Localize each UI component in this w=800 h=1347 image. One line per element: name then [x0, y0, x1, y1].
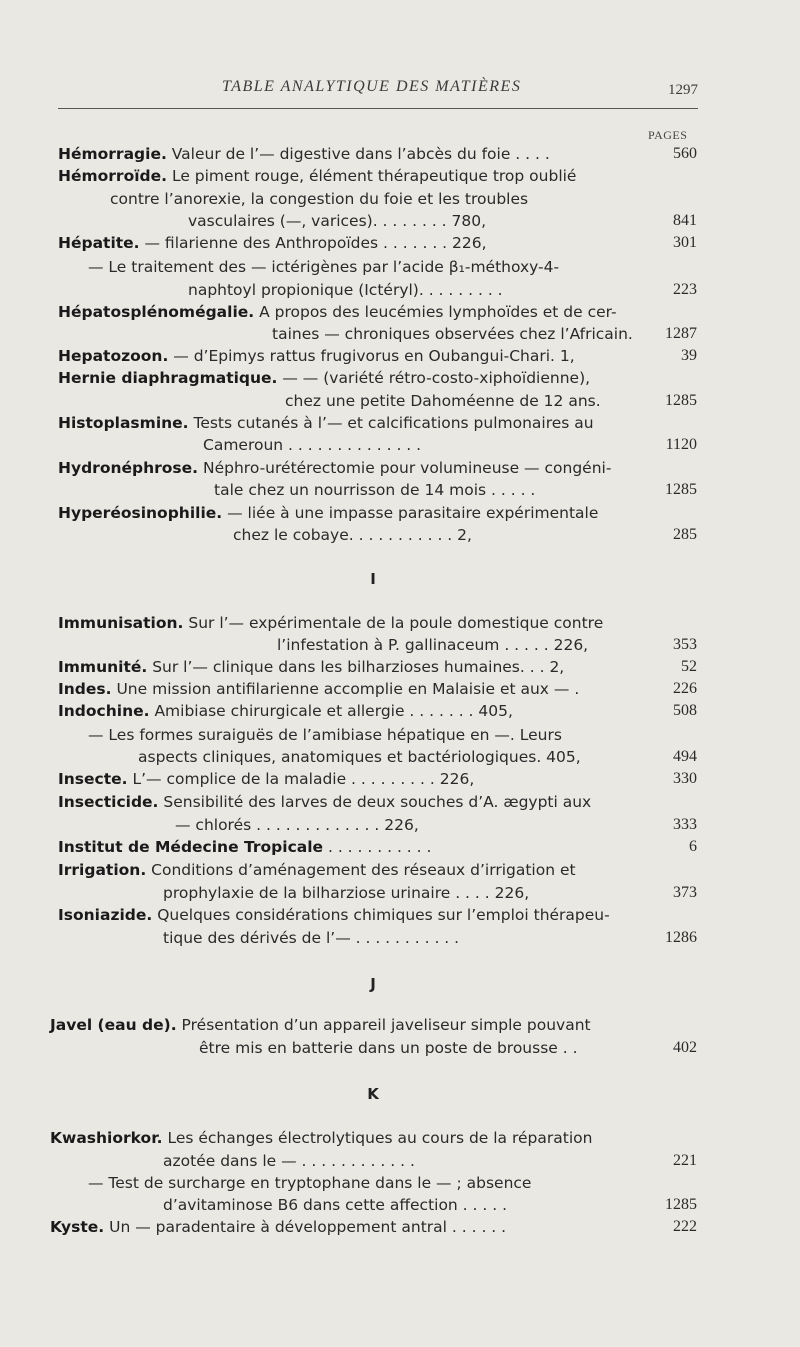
index-headword: Hepatozoon. [58, 347, 169, 365]
index-line [0, 700, 800, 722]
index-entry-text [138, 746, 581, 768]
index-page-number: 333 [673, 816, 697, 833]
index-headword: Histoplasmine. [58, 414, 189, 432]
index-headword: Kyste. [50, 1218, 105, 1236]
index-entry-text [58, 904, 610, 926]
index-line [0, 301, 800, 323]
index-line [0, 323, 800, 345]
section-letter-i: I [370, 570, 376, 588]
index-line [0, 524, 800, 546]
running-title: TABLE ANALYTIQUE DES MATIÈRES [222, 78, 522, 95]
index-line [0, 188, 800, 210]
index-line [0, 434, 800, 456]
index-entry-text [163, 882, 529, 904]
index-entry-description: tique des dérivés de l’— . . . . . . . . . . . [163, 929, 460, 947]
index-line [0, 367, 800, 389]
index-entry-text [175, 814, 419, 836]
index-headword: Kwashiorkor. [50, 1129, 163, 1147]
index-page-number: 330 [673, 770, 697, 787]
index-entry-text [163, 1150, 415, 1172]
index-entry-description: — Les formes suraiguës de l’amibiase hépatique en —. Leurs [88, 726, 562, 744]
index-entry-description: — Le traitement des — ictérigènes par l’acide β₁-méthoxy-4- [88, 258, 560, 276]
index-page-number: 1285 [665, 481, 697, 498]
index-entry-text [50, 1127, 592, 1149]
index-entry-text [58, 768, 474, 790]
index-headword: Insecticide. [58, 793, 159, 811]
index-entry-description: taines — chroniques observées chez l’Africain. [272, 325, 633, 343]
index-line [0, 345, 800, 367]
index-line [0, 1194, 800, 1216]
index-entry-text [58, 232, 487, 254]
index-entry-text [58, 367, 590, 389]
index-entry-text [58, 836, 431, 858]
index-line [0, 1037, 800, 1059]
index-entry-description: Tests cutanés à l’— et calcifications pulmonaires au [188, 414, 594, 432]
index-entry-description: Valeur de l’— digestive dans l’abcès du foie . . . . [166, 145, 550, 163]
index-page-number: 1286 [665, 929, 697, 946]
index-line [0, 768, 800, 790]
index-page-number: 285 [673, 526, 697, 543]
index-entry-text [233, 524, 472, 546]
index-entry-description: — chlorés . . . . . . . . . . . . . 226, [175, 816, 419, 834]
index-entry-text [163, 1194, 507, 1216]
index-line [0, 836, 800, 858]
index-entry-description: Un — paradentaire à développement antral . . . . . . [104, 1218, 507, 1236]
index-entry-description: contre l’anorexie, la congestion du foie et les troubles [110, 190, 529, 208]
index-entry-description: Néphro-urétérectomie pour volumineuse — congéni- [198, 459, 612, 477]
index-headword: Hémorroïde. [58, 167, 168, 185]
index-entry-description: Amibiase chirurgicale et allergie . . . . . . . 405, [149, 702, 513, 720]
index-entry-description: — d’Epimys rattus frugivorus en Oubangui-Chari. 1, [168, 347, 575, 365]
index-entry-text [285, 390, 601, 412]
index-entry-text [58, 345, 575, 367]
index-page-number: 226 [673, 680, 697, 697]
index-line [0, 279, 800, 301]
section-letter-j: J [370, 975, 376, 993]
index-line [0, 746, 800, 768]
index-entry-text [58, 859, 576, 881]
index-entry-text [58, 791, 591, 813]
index-line [0, 859, 800, 881]
index-headword: Hémorragie. [58, 145, 167, 163]
pages-column-label: PAGES [648, 128, 688, 142]
index-entry-text [58, 165, 576, 187]
index-entry-description: être mis en batterie dans un poste de brousse . . [199, 1039, 578, 1057]
index-page-number: 1287 [665, 325, 697, 342]
index-entry-description: chez une petite Dahoméenne de 12 ans. [285, 392, 601, 410]
index-page-number: 39 [681, 347, 697, 364]
index-line [0, 457, 800, 479]
index-entry-text [88, 256, 559, 278]
index-headword: Isoniazide. [58, 906, 153, 924]
index-line [0, 1150, 800, 1172]
index-entry-text [188, 279, 503, 301]
index-line [0, 390, 800, 412]
index-entry-description: d’avitaminose B6 dans cette affection . . . . . [163, 1196, 508, 1214]
index-entry-description: Quelques considérations chimiques sur l’emploi thérapeu- [152, 906, 610, 924]
index-headword: Immunité. [58, 658, 148, 676]
index-page-number: 508 [673, 702, 697, 719]
index-entry-description: L’— complice de la maladie . . . . . . . . . 226, [127, 770, 475, 788]
index-line [0, 479, 800, 501]
index-entry-description: — — (variété rétro-costo-xiphoïdienne), [277, 369, 591, 387]
index-line [0, 256, 800, 278]
index-entry-description: — liée à une impasse parasitaire expérimentale [222, 504, 599, 522]
index-line [0, 814, 800, 836]
index-headword: Insecte. [58, 770, 128, 788]
index-line [0, 232, 800, 254]
index-entry-description: . . . . . . . . . . . [323, 838, 432, 856]
index-line [0, 143, 800, 165]
index-page-number: 52 [681, 658, 697, 675]
index-entry-text [88, 724, 562, 746]
index-entry-text [58, 678, 579, 700]
index-line [0, 612, 800, 634]
index-entry-text [58, 502, 598, 524]
index-entry-description: Présentation d’un appareil javeliseur simple pouvant [176, 1016, 591, 1034]
index-page-number: 373 [673, 884, 697, 901]
index-entry-text [58, 143, 550, 165]
index-headword: Irrigation. [58, 861, 147, 879]
index-entry-text [58, 700, 513, 722]
index-page-number: 6 [689, 838, 697, 855]
index-entry-text [58, 612, 603, 634]
index-headword: Indochine. [58, 702, 150, 720]
index-headword: Hyperéosinophilie. [58, 504, 223, 522]
index-headword: Hernie diaphragmatique. [58, 369, 278, 387]
index-entry-description: chez le cobaye. . . . . . . . . . . 2, [233, 526, 472, 544]
index-entry-description: Le piment rouge, élément thérapeutique trop oublié [167, 167, 577, 185]
index-entry-description: naphtoyl propionique (Ictéryl). . . . . . . . . [188, 281, 503, 299]
header-rule [58, 108, 698, 109]
index-entry-description: Les échanges électrolytiques au cours de la réparation [162, 1129, 593, 1147]
index-entry-description: — Test de surcharge en tryptophane dans le — ; absence [88, 1174, 532, 1192]
index-entry-text [58, 457, 611, 479]
index-entry-description: aspects cliniques, anatomiques et bactériologiques. 405, [138, 748, 581, 766]
index-entry-text [163, 927, 459, 949]
index-line [0, 502, 800, 524]
index-entry-text [214, 479, 535, 501]
index-entry-description: tale chez un nourrisson de 14 mois . . . . . [214, 481, 536, 499]
index-line [0, 791, 800, 813]
index-line [0, 210, 800, 232]
index-headword: Hépatosplénomégalie. [58, 303, 255, 321]
index-entry-description: Sur l’— clinique dans les bilharzioses humaines. . . 2, [147, 658, 565, 676]
index-entry-text [50, 1216, 506, 1238]
index-line [0, 882, 800, 904]
index-page-number: 1120 [665, 436, 697, 453]
index-line [0, 1216, 800, 1238]
index-headword: Javel (eau de). [50, 1016, 177, 1034]
index-entry-description: prophylaxie de la bilharziose urinaire . . . . 226, [163, 884, 530, 902]
index-line [0, 634, 800, 656]
index-page-number: 223 [673, 281, 697, 298]
index-entry-description: Cameroun . . . . . . . . . . . . . . [203, 436, 422, 454]
index-entry-description: — filarienne des Anthropoïdes . . . . . . . 226, [139, 234, 487, 252]
index-headword: Institut de Médecine Tropicale [58, 838, 324, 856]
index-entry-text [50, 1014, 591, 1036]
index-entry-text [199, 1037, 578, 1059]
section-letter-k: K [367, 1085, 379, 1103]
index-entry-text [58, 412, 594, 434]
index-line [0, 656, 800, 678]
index-line [0, 1172, 800, 1194]
index-entry-text [188, 210, 486, 232]
index-headword: Immunisation. [58, 614, 184, 632]
index-entry-description: l’infestation à P. gallinaceum . . . . . 226, [277, 636, 589, 654]
index-line [0, 1127, 800, 1149]
index-page-number: 1285 [665, 1196, 697, 1213]
index-page-number: 221 [673, 1152, 697, 1169]
index-line [0, 678, 800, 700]
index-headword: Hépatite. [58, 234, 140, 252]
index-entry-description: A propos des leucémies lymphoïdes et de cer- [254, 303, 617, 321]
index-page-number: 353 [673, 636, 697, 653]
index-entry-text [58, 656, 564, 678]
index-headword: Hydronéphrose. [58, 459, 199, 477]
index-page-number: 560 [673, 145, 697, 162]
index-page-number: 222 [673, 1218, 697, 1235]
page-number: 1297 [668, 82, 698, 98]
index-entry-description: Sensibilité des larves de deux souches d’A. ægypti aux [158, 793, 592, 811]
index-line [0, 724, 800, 746]
index-line [0, 412, 800, 434]
index-page-number: 494 [673, 748, 697, 765]
index-entry-text [58, 301, 617, 323]
index-line [0, 927, 800, 949]
index-entry-text [203, 434, 421, 456]
index-page-number: 1285 [665, 392, 697, 409]
index-entry-description: azotée dans le — . . . . . . . . . . . . [163, 1152, 415, 1170]
index-entry-description: vasculaires (—, varices). . . . . . . . 780, [188, 212, 487, 230]
index-entry-description: Une mission antifilarienne accomplie en Malaisie et aux — . [111, 680, 580, 698]
index-headword: Indes. [58, 680, 112, 698]
index-line [0, 904, 800, 926]
index-page-number: 301 [673, 234, 697, 251]
index-page-number: 841 [673, 212, 697, 229]
index-entry-text [88, 1172, 531, 1194]
index-line [0, 165, 800, 187]
index-entry-text [277, 634, 588, 656]
index-entry-text [272, 323, 633, 345]
index-entry-description: Sur l’— expérimentale de la poule domestique contre [183, 614, 604, 632]
index-line [0, 1014, 800, 1036]
index-entry-description: Conditions d’aménagement des réseaux d’irrigation et [146, 861, 576, 879]
index-page-number: 402 [673, 1039, 697, 1056]
index-entry-text [110, 188, 528, 210]
